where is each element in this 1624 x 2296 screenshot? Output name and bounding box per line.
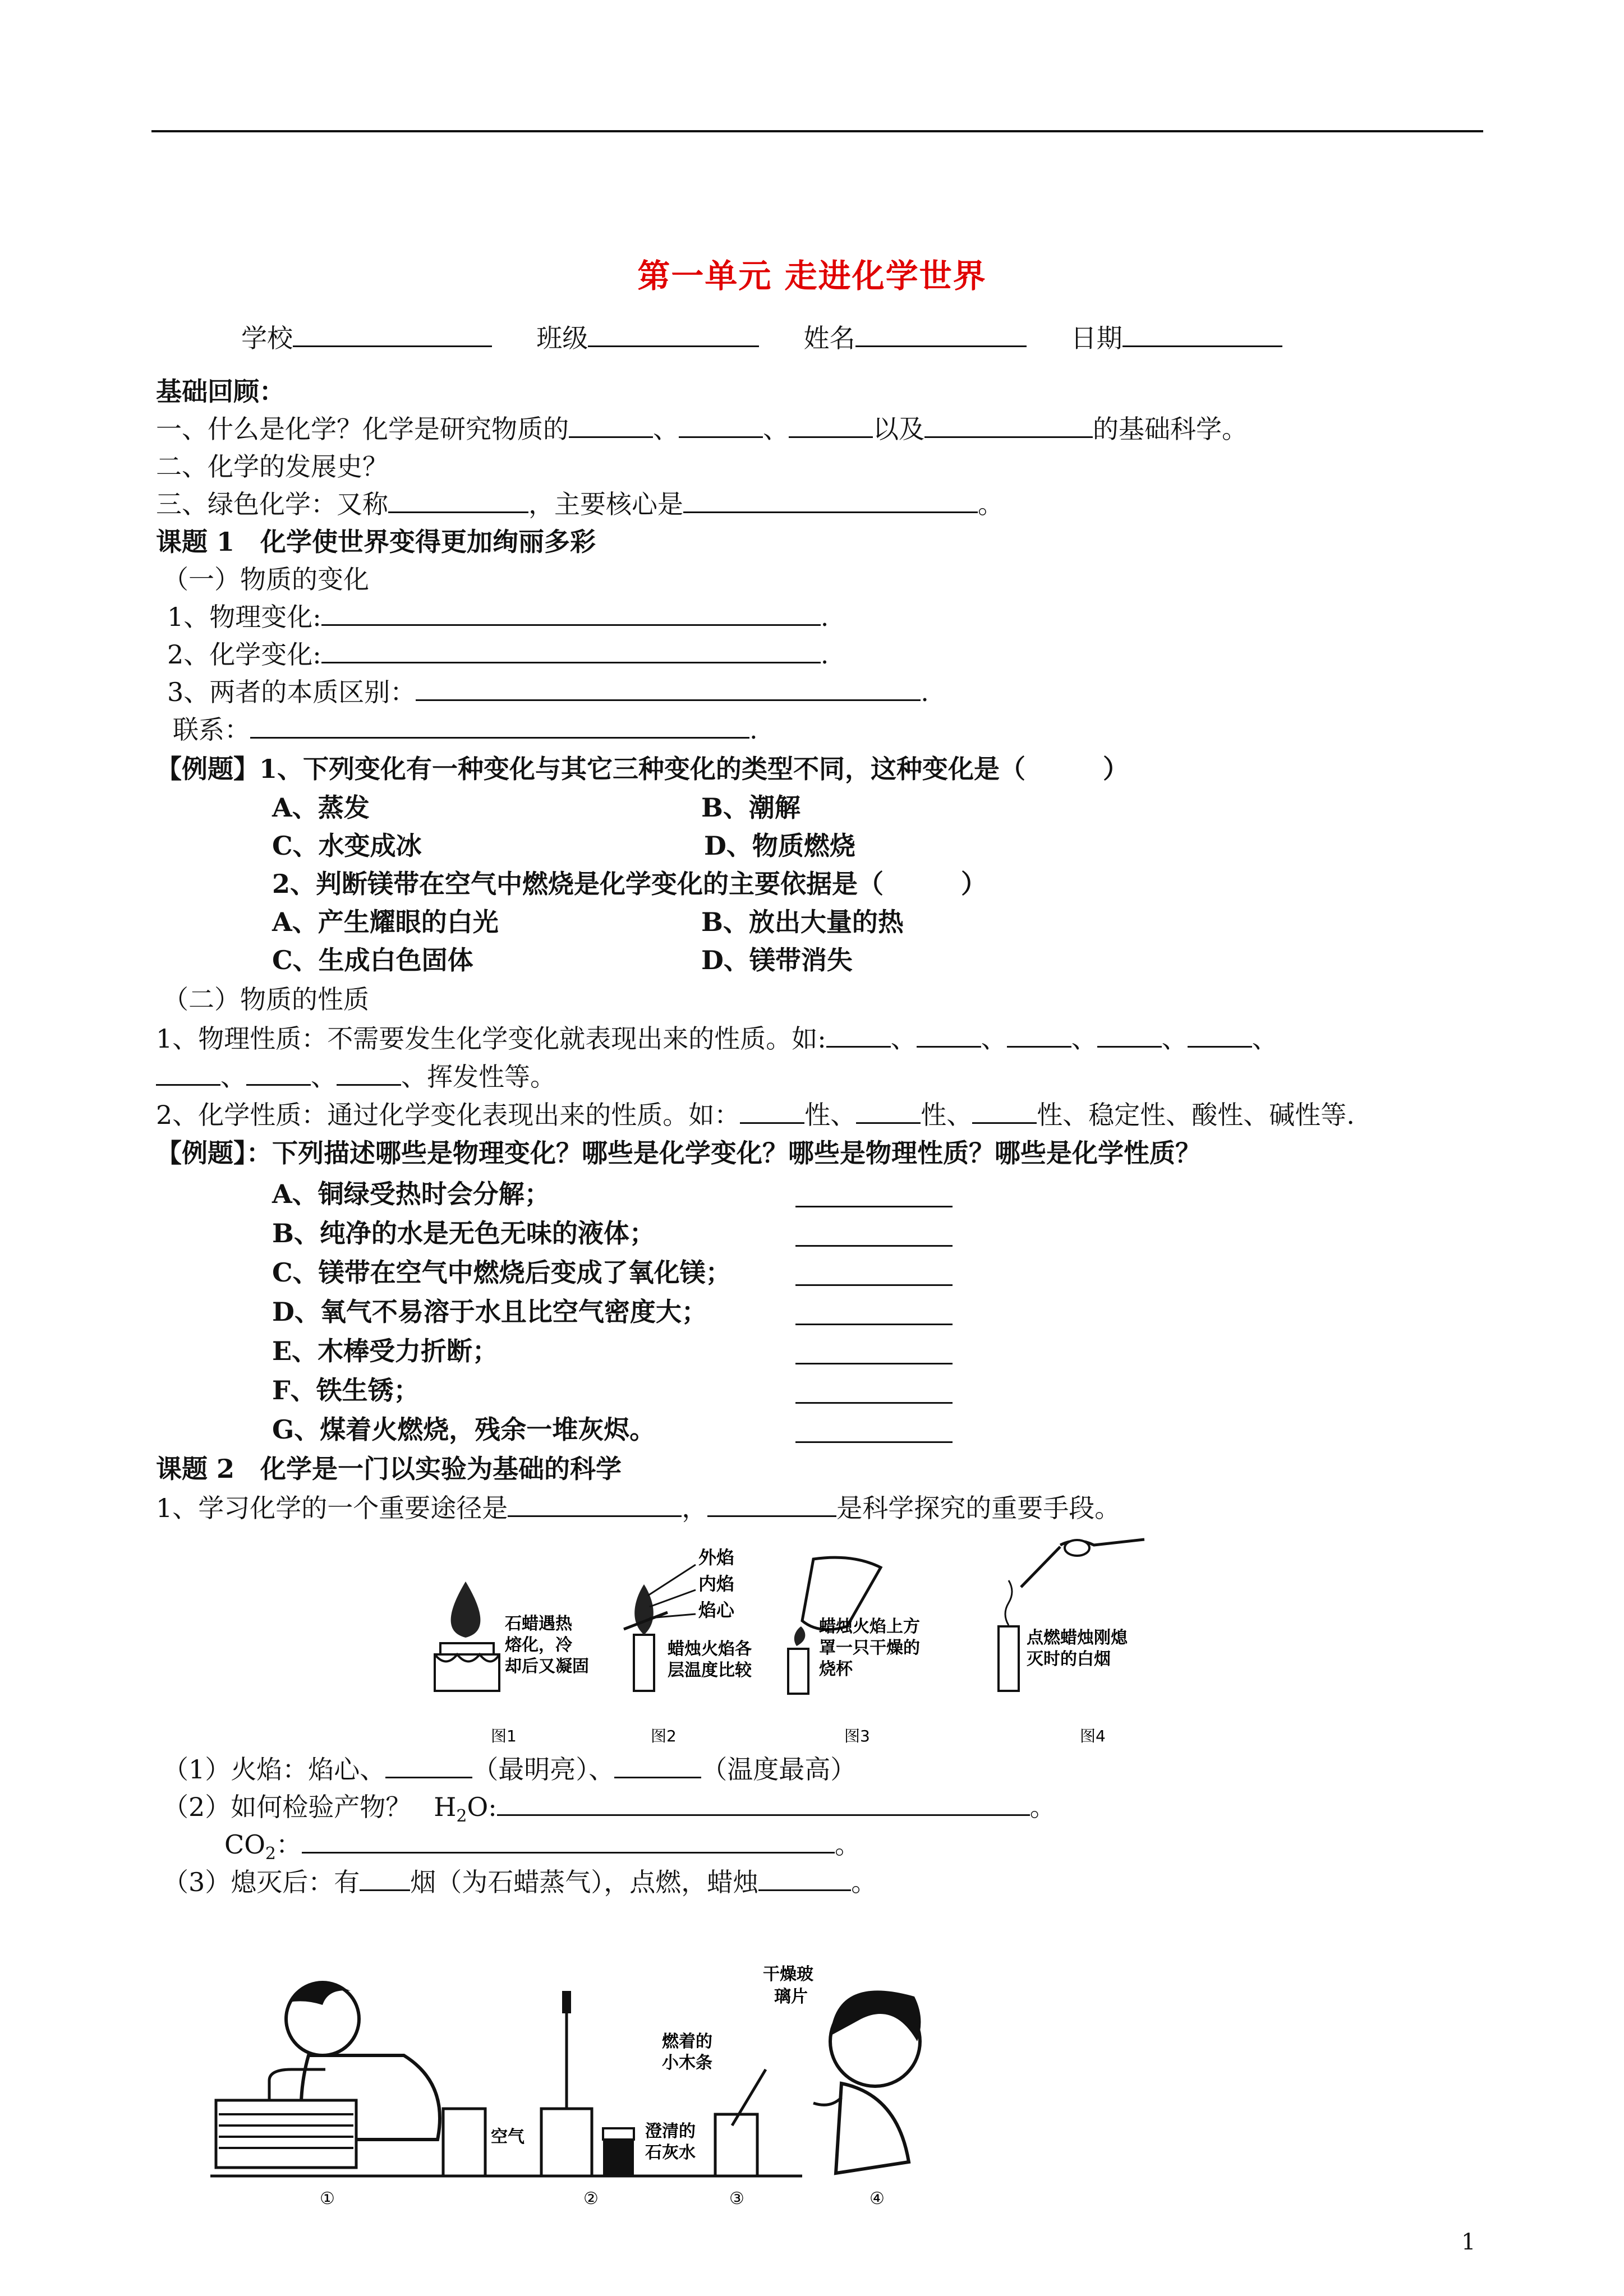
top-rule [151,130,1483,132]
glass-label-2: 璃片 [774,1987,808,2007]
page-number: 1 [1461,2229,1476,2255]
blank[interactable] [156,1062,220,1086]
exp-number-2: ② [583,2189,599,2209]
blank[interactable] [1097,1023,1162,1048]
blank[interactable] [789,414,873,438]
l1-line: 1、物理变化: . [167,602,829,632]
review-q1: 一、什么是化学？化学是研究物质的 、 、 以及 的基础科学。 [156,414,1248,444]
fig4-label: 图4 [1080,1727,1106,1745]
blank[interactable] [497,1792,1030,1816]
school-blank[interactable] [293,323,492,347]
blank[interactable] [337,1062,401,1086]
blank[interactable] [856,1100,921,1124]
flame-core-label: 焰心 [698,1599,735,1621]
class-blank[interactable] [588,323,759,347]
l3-line: 3、两者的本质区别： . [167,677,929,707]
fig3-caption-1: 蜡烛火焰上方 [819,1617,920,1636]
glass-label-1: 干燥玻 [763,1965,813,1984]
page-title: 第一单元 走进化学世界 [637,257,987,295]
person-glass-illustration [813,1990,921,2173]
stick-label-2: 小木条 [662,2053,712,2073]
lesson1-part1: （一）物质的变化 [163,564,369,594]
blank[interactable] [924,414,1093,438]
ex1-optC: C、水变成冰 [272,831,422,861]
answer-blank-d[interactable] [795,1300,953,1325]
candle-melting-illustration [435,1582,499,1691]
blank[interactable] [250,714,749,739]
fig2-label: 图2 [651,1727,677,1745]
item-d: D、氧气不易溶于水且比空气密度大； [272,1297,707,1327]
phys-prop-line: 1、物理性质：不需要发生化学变化就表现出来的性质。如: 、 、 、 、 、 [156,1023,1278,1054]
blank[interactable] [683,489,978,513]
fig4-caption-1: 点燃蜡烛刚熄 [1027,1628,1128,1648]
name-label: 姓名 [803,323,855,353]
candle-experiments-figure [426,1537,1178,1750]
answer-blank-f[interactable] [795,1378,953,1404]
fig3-caption-2: 罩一只干燥的 [819,1638,920,1658]
test-product-line: （2）如何检验产物？ $H_2O$: 。 [163,1792,1056,1827]
ex2-optD: D、镁带消失 [701,945,853,975]
ex1-optD: D、物质燃烧 [704,831,855,861]
fig3-label: 图3 [844,1727,870,1745]
answer-blank-a[interactable] [795,1182,953,1207]
fig3-caption-3: 烧杯 [819,1659,853,1679]
fig2-caption-1: 蜡烛火焰各 [668,1639,752,1659]
person-blowing-illustration [216,1983,485,2176]
answer-blank-g[interactable] [795,1418,953,1443]
outer-flame-label: 外焰 [698,1547,735,1568]
answer-blank-b[interactable] [795,1221,953,1247]
breath-experiments-figure [208,1957,982,2215]
item-b: B、纯净的水是无色无味的液体； [272,1218,655,1248]
ex1-optB: B、潮解 [701,792,801,823]
limewater-label-1: 澄清的 [645,2122,696,2141]
review-heading: 基础回顾： [156,376,285,407]
exp-number-1: ① [320,2189,335,2209]
flame-line: （1）火焰：焰心、 （最明亮）、 （温度最高） [163,1754,857,1785]
date-label: 日期 [1070,323,1122,353]
l4-line: 联系： . [173,714,758,745]
blank[interactable] [917,1023,981,1048]
blank[interactable] [385,1754,472,1778]
lesson2-heading: 课题 2 化学是一门以实验为基础的科学 [156,1454,622,1484]
item-f: F、铁生锈； [272,1375,420,1405]
example1: 【例题】1、下列变化有一种变化与其它三种变化的类型不同，这种变化是（ ） [156,754,1129,784]
limewater-label-2: 石灰水 [645,2143,696,2163]
item-e: E、木棒受力折断； [272,1336,499,1366]
example2: 2、判断镁带在空气中燃烧是化学变化的主要依据是（ ） [272,869,987,899]
example3: 【例题】：下列描述哪些是物理变化？哪些是化学变化？哪些是物理性质？哪些是化学性质？ [156,1138,1201,1168]
review-q2: 二、化学的发展史？ [156,451,388,482]
fig2-caption-2: 层温度比较 [668,1661,752,1680]
date-blank[interactable] [1122,323,1282,347]
blank[interactable] [360,1867,410,1891]
blank[interactable] [246,1062,311,1086]
exp-number-3: ③ [729,2189,744,2209]
exp-number-4: ④ [869,2189,885,2209]
air-label: 空气 [491,2127,525,2147]
blank[interactable] [569,414,653,438]
inner-flame-label: 内焰 [698,1573,735,1594]
phys-prop-line2: 、 、 、挥发性等。 [156,1060,556,1094]
l2-line: 2、化学变化: . [167,639,829,670]
fig1-caption-3: 却后又凝固 [505,1657,589,1676]
blank[interactable] [614,1754,701,1778]
ex2-optB: B、放出大量的热 [701,907,904,937]
stick-label-1: 燃着的 [662,2032,712,2051]
ex2-optC: C、生成白色固体 [272,945,473,975]
co2-line: $CO_2$： 。 [224,1829,861,1864]
review-q3: 三、绿色化学：又称 ，主要核心是 。 [156,489,1004,519]
lesson2-q1: 1、学习化学的一个重要途径是 ， 是科学探究的重要手段。 [156,1493,1121,1523]
lesson1-heading: 课题 1 化学使世界变得更加绚丽多彩 [156,527,596,557]
extinguish-line: （3）熄灭后：有 烟（为石蜡蒸气），点燃，蜡烛 。 [163,1867,877,1897]
blank[interactable] [321,602,821,626]
blank[interactable] [508,1493,682,1517]
blank[interactable] [679,414,763,438]
chem-prop-line: 2、化学性质：通过化学变化表现出来的性质。如： 性、 性、 性、稳定性、酸性、碱性等. [156,1100,1355,1130]
lesson1-part2: （二）物质的性质 [163,984,369,1015]
blank[interactable] [972,1100,1037,1124]
fig1-caption-1: 石蜡遇热 [505,1614,572,1634]
ex2-optA: A、产生耀眼的白光 [272,907,499,937]
blank[interactable] [1188,1023,1252,1048]
item-a: A、铜绿受热时会分解； [272,1179,550,1209]
item-g: G、煤着火燃烧，残余一堆灰烬。 [272,1414,656,1445]
item-c: C、镁带在空气中燃烧后变成了氧化镁； [272,1257,732,1288]
blank[interactable] [388,489,528,513]
name-blank[interactable] [855,323,1027,347]
blank[interactable] [826,1023,891,1048]
blank[interactable] [416,677,921,701]
school-label: 学校 [241,323,293,353]
fig4-caption-2: 灭时的白烟 [1027,1649,1111,1669]
burning-stick-illustration [715,2069,766,2176]
blank[interactable] [758,1867,851,1891]
fig1-caption-2: 熔化，冷 [505,1635,572,1655]
blank[interactable] [740,1100,804,1124]
answer-blank-e[interactable] [795,1339,953,1364]
dropper-bottles-illustration [541,1991,634,2176]
blank[interactable] [707,1493,836,1517]
ex1-optA: A、蒸发 [272,792,370,823]
blank[interactable] [302,1829,835,1854]
blank[interactable] [1007,1023,1071,1048]
answer-blank-c[interactable] [795,1261,953,1286]
info-row [241,321,1282,355]
fig1-label: 图1 [491,1727,517,1745]
blank[interactable] [321,639,821,663]
class-label: 班级 [536,323,588,353]
